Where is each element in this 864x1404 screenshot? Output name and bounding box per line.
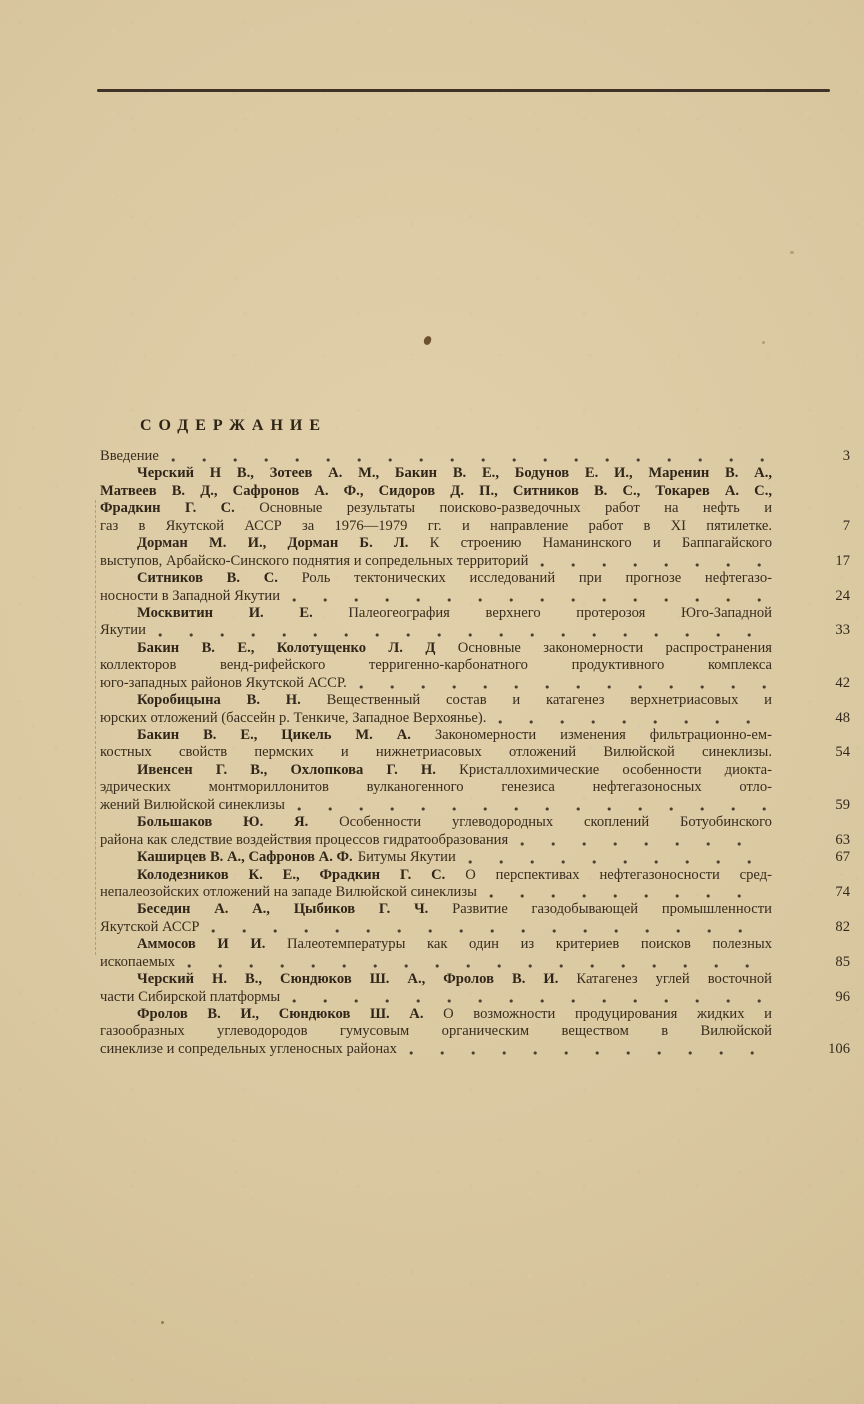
dot-leader	[158, 632, 768, 638]
toc-page-number	[772, 901, 850, 918]
toc-line	[100, 622, 850, 639]
toc-line-text	[100, 1041, 772, 1058]
toc-authors: Колодезников К. Е., Фрадкин Г. С.	[137, 866, 466, 883]
toc-page-number	[772, 500, 850, 517]
toc-title: носности в Западной Якутии	[100, 587, 281, 604]
toc-title: юго-западных районов Якутской АССР.	[100, 674, 347, 691]
toc-page-number	[772, 936, 850, 953]
toc-line	[100, 989, 850, 1006]
toc-title: выступов, Арбайско-Синского поднятия и сопредельных территорий	[100, 552, 529, 569]
toc-page-number: 33	[835, 622, 850, 639]
toc-title: Введение	[100, 448, 159, 464]
toc-line-text	[100, 622, 772, 639]
toc-page-number: 7	[842, 517, 850, 534]
toc-title: Катагенез углей восточной	[576, 971, 772, 988]
toc-authors: Ситников В. С.	[137, 570, 302, 587]
toc-title: Якутской АССР	[100, 918, 200, 935]
toc-page-number: 63	[835, 831, 850, 848]
toc-title: Якутии	[100, 622, 146, 639]
dot-leader	[292, 998, 768, 1004]
dot-leader	[498, 719, 768, 725]
toc-authors: Коробицына В. Н.	[137, 692, 327, 709]
table-of-contents	[100, 448, 850, 1058]
toc-authors: Бакин В. Е., Цикель М. А.	[137, 727, 435, 743]
toc-line-text	[100, 588, 772, 605]
page-title: СОДЕРЖАНИЕ	[140, 416, 328, 434]
toc-title: О перспективах нефтегазоносности сред-	[465, 866, 772, 883]
crease-line-artifact	[95, 500, 96, 955]
toc-title: Битумы Якутии	[357, 849, 456, 866]
toc-line-text	[100, 936, 772, 953]
toc-line-text	[100, 762, 772, 779]
toc-page-number	[772, 727, 850, 744]
scan-speck	[790, 251, 794, 254]
toc-title: жений Вилюйской синеклизы	[100, 796, 285, 813]
toc-title: костных свойств пермских и нижнетриасовых отложений Вилюйской синеклизы.	[100, 744, 772, 761]
paragraph-indent	[100, 849, 137, 866]
toc-page-number: 67	[835, 849, 850, 866]
toc-title: К строению Наманинского и Баппагайского	[429, 535, 772, 552]
toc-line-text	[100, 465, 772, 482]
toc-title: Закономерности изменения фильтрационно-ем-	[434, 727, 772, 743]
toc-page-number: 48	[835, 709, 850, 726]
toc-line	[100, 605, 850, 622]
toc-line	[100, 483, 850, 500]
toc-line	[100, 901, 850, 918]
toc-line	[100, 919, 850, 936]
toc-authors: Москвитин И. Е.	[137, 604, 349, 621]
toc-line	[100, 779, 850, 796]
dot-leader	[468, 859, 768, 865]
toc-line-text	[100, 989, 772, 1006]
toc-line	[100, 814, 850, 831]
toc-page-number	[772, 657, 850, 674]
toc-title: района как следствие воздействия процессов гидратообразования	[100, 831, 509, 848]
toc-line-text	[100, 954, 772, 971]
toc-line-text	[100, 814, 772, 831]
toc-title: Палеотемпературы как один из критериев поисков полезных	[287, 936, 772, 953]
toc-line	[100, 797, 850, 814]
toc-authors: Ивенсен Г. В., Охлопкова Г. Н.	[137, 761, 460, 778]
toc-line-text	[100, 901, 772, 918]
toc-page-number: 17	[835, 552, 850, 569]
toc-title: Особенности углеводородных скоплений Ботуобинского	[339, 814, 772, 831]
toc-authors: Аммосов И И.	[137, 936, 288, 953]
toc-line-text	[100, 500, 772, 517]
dot-leader	[359, 684, 768, 690]
toc-title: эдрических монтмориллонитов вулканогенного генезиса нефтегазоносных отло-	[100, 779, 772, 796]
dot-leader	[489, 893, 768, 899]
toc-authors: Фрадкин Г. С.	[100, 500, 260, 517]
toc-line	[100, 588, 850, 605]
toc-line	[100, 657, 850, 674]
toc-page-number	[772, 971, 850, 988]
toc-authors: Бакин В. Е., Колотущенко Л. Д	[137, 639, 458, 656]
toc-line-text	[100, 832, 772, 849]
toc-authors: Каширцев В. А., Сафронов А. Ф.	[137, 849, 353, 866]
toc-line-text	[100, 692, 772, 709]
dot-leader	[409, 1050, 768, 1056]
toc-page-number: 42	[835, 674, 850, 691]
toc-page-number	[772, 465, 850, 482]
toc-line	[100, 692, 850, 709]
toc-line-text	[100, 675, 772, 692]
toc-title: синеклизе и сопредельных угленосных районах	[100, 1040, 397, 1057]
toc-page-number	[772, 570, 850, 587]
toc-title: Кристаллохимические особенности диокта-	[459, 761, 772, 778]
toc-authors: Большаков Ю. Я.	[137, 814, 340, 831]
toc-page-number: 106	[828, 1040, 850, 1057]
toc-line-text	[100, 971, 772, 988]
toc-page-number	[772, 692, 850, 709]
toc-page-number	[772, 1023, 850, 1040]
toc-title: Развитие газодобывающей промышленности	[452, 901, 772, 918]
toc-title: Палеогеография верхнего протерозоя Юго-Западной	[348, 604, 772, 621]
toc-page-number: 96	[835, 988, 850, 1005]
toc-line	[100, 867, 850, 884]
toc-line	[100, 849, 850, 866]
toc-line	[100, 518, 850, 535]
toc-title: непалеозойских отложений на западе Вилюйской синеклизы	[100, 883, 477, 900]
toc-line	[100, 465, 850, 482]
toc-line	[100, 744, 850, 761]
toc-line-text	[100, 727, 772, 744]
toc-line	[100, 832, 850, 849]
toc-line	[100, 553, 850, 570]
toc-line	[100, 884, 850, 901]
toc-authors: Матвеев В. Д., Сафронов А. Ф., Сидоров Д. П., Ситников В. С., Токарев А. С.,	[100, 482, 772, 499]
toc-line-text	[100, 570, 772, 587]
dot-leader	[171, 457, 768, 463]
toc-page-number	[772, 535, 850, 552]
toc-page-number	[772, 605, 850, 622]
toc-page-number: 54	[835, 744, 850, 761]
toc-title: Основные результаты поисково-разведочных работ на нефть и	[259, 500, 772, 517]
toc-line	[100, 936, 850, 953]
toc-line-text	[100, 605, 772, 622]
toc-line	[100, 1041, 850, 1058]
dot-leader	[540, 562, 768, 568]
toc-line	[100, 954, 850, 971]
toc-line-text	[100, 710, 772, 727]
toc-authors: Черский Н В., Зотеев А. М., Бакин В. Е., Бодунов Е. И., Маренин В. А.,	[137, 465, 772, 482]
scan-speck	[161, 1321, 164, 1324]
toc-line	[100, 535, 850, 552]
toc-line-text	[100, 553, 772, 570]
toc-line-text	[100, 797, 772, 814]
dot-leader	[520, 841, 768, 847]
toc-page-number	[772, 640, 850, 657]
toc-authors: Фролов В. И., Сюндюков Ш. А.	[137, 1006, 444, 1022]
toc-line-text	[100, 744, 772, 761]
toc-authors: Черский Н. В., Сюндюков Ш. А., Фролов В. И.	[137, 971, 577, 988]
toc-page-number	[772, 483, 850, 500]
toc-line	[100, 727, 850, 744]
toc-page-number	[772, 814, 850, 831]
toc-line-text	[100, 483, 772, 500]
toc-line-text	[100, 1006, 772, 1023]
top-rule-divider	[97, 89, 830, 92]
toc-line-text	[100, 640, 772, 657]
toc-line	[100, 971, 850, 988]
toc-line	[100, 710, 850, 727]
toc-page-number: 59	[835, 796, 850, 813]
toc-line	[100, 448, 850, 465]
toc-page-number	[772, 1006, 850, 1023]
toc-line-text	[100, 535, 772, 552]
toc-line-text	[100, 779, 772, 796]
toc-title: ископаемых	[100, 953, 176, 970]
toc-title: коллекторов венд-рифейского терригенно-карбонатного продуктивного комплекса	[100, 657, 772, 674]
toc-title: О возможности продуцирования жидких и	[443, 1006, 772, 1022]
toc-title: Основные закономерности распространения	[457, 639, 772, 656]
toc-line	[100, 500, 850, 517]
toc-line	[100, 1023, 850, 1040]
toc-title: газообразных углеводородов гумусовым органическим веществом в Вилюйской	[100, 1023, 772, 1040]
scan-speck	[762, 341, 765, 344]
toc-line-text	[100, 448, 772, 465]
toc-line	[100, 570, 850, 587]
toc-line-text	[100, 919, 772, 936]
toc-authors: Дорман М. И., Дорман Б. Л.	[137, 535, 430, 552]
toc-title: части Сибирской платформы	[100, 988, 281, 1005]
toc-page-number	[772, 867, 850, 884]
toc-authors: Беседин А. А., Цыбиков Г. Ч.	[137, 901, 453, 918]
toc-page-number	[772, 779, 850, 796]
toc-title: газ в Якутской АССР за 1976—1979 гг. и направление работ в XI пятилетке.	[100, 517, 772, 534]
toc-line	[100, 675, 850, 692]
toc-line-text	[100, 657, 772, 674]
toc-line-text	[100, 867, 772, 884]
dot-leader	[292, 597, 768, 603]
dot-leader	[187, 963, 768, 969]
toc-page-number	[772, 762, 850, 779]
toc-line-text	[100, 518, 772, 535]
toc-line	[100, 1006, 850, 1023]
toc-page-number: 3	[842, 448, 850, 464]
toc-page-number: 82	[835, 918, 850, 935]
toc-title: Роль тектонических исследований при прогнозе нефтегазо-	[301, 570, 772, 587]
ink-spot-artifact	[423, 335, 432, 345]
toc-line-text	[100, 849, 772, 866]
toc-title: юрских отложений (бассейн р. Тенкиче, Западное Верхоянье).	[100, 709, 487, 726]
toc-page-number: 85	[835, 953, 850, 970]
dot-leader	[211, 928, 768, 934]
toc-line-text	[100, 1023, 772, 1040]
dot-leader	[297, 806, 768, 812]
toc-page-number: 74	[835, 883, 850, 900]
toc-line	[100, 762, 850, 779]
toc-line-text	[100, 884, 772, 901]
toc-page-number: 24	[835, 587, 850, 604]
toc-line	[100, 640, 850, 657]
toc-title: Вещественный состав и катагенез верхнетриасовых и	[326, 692, 772, 709]
